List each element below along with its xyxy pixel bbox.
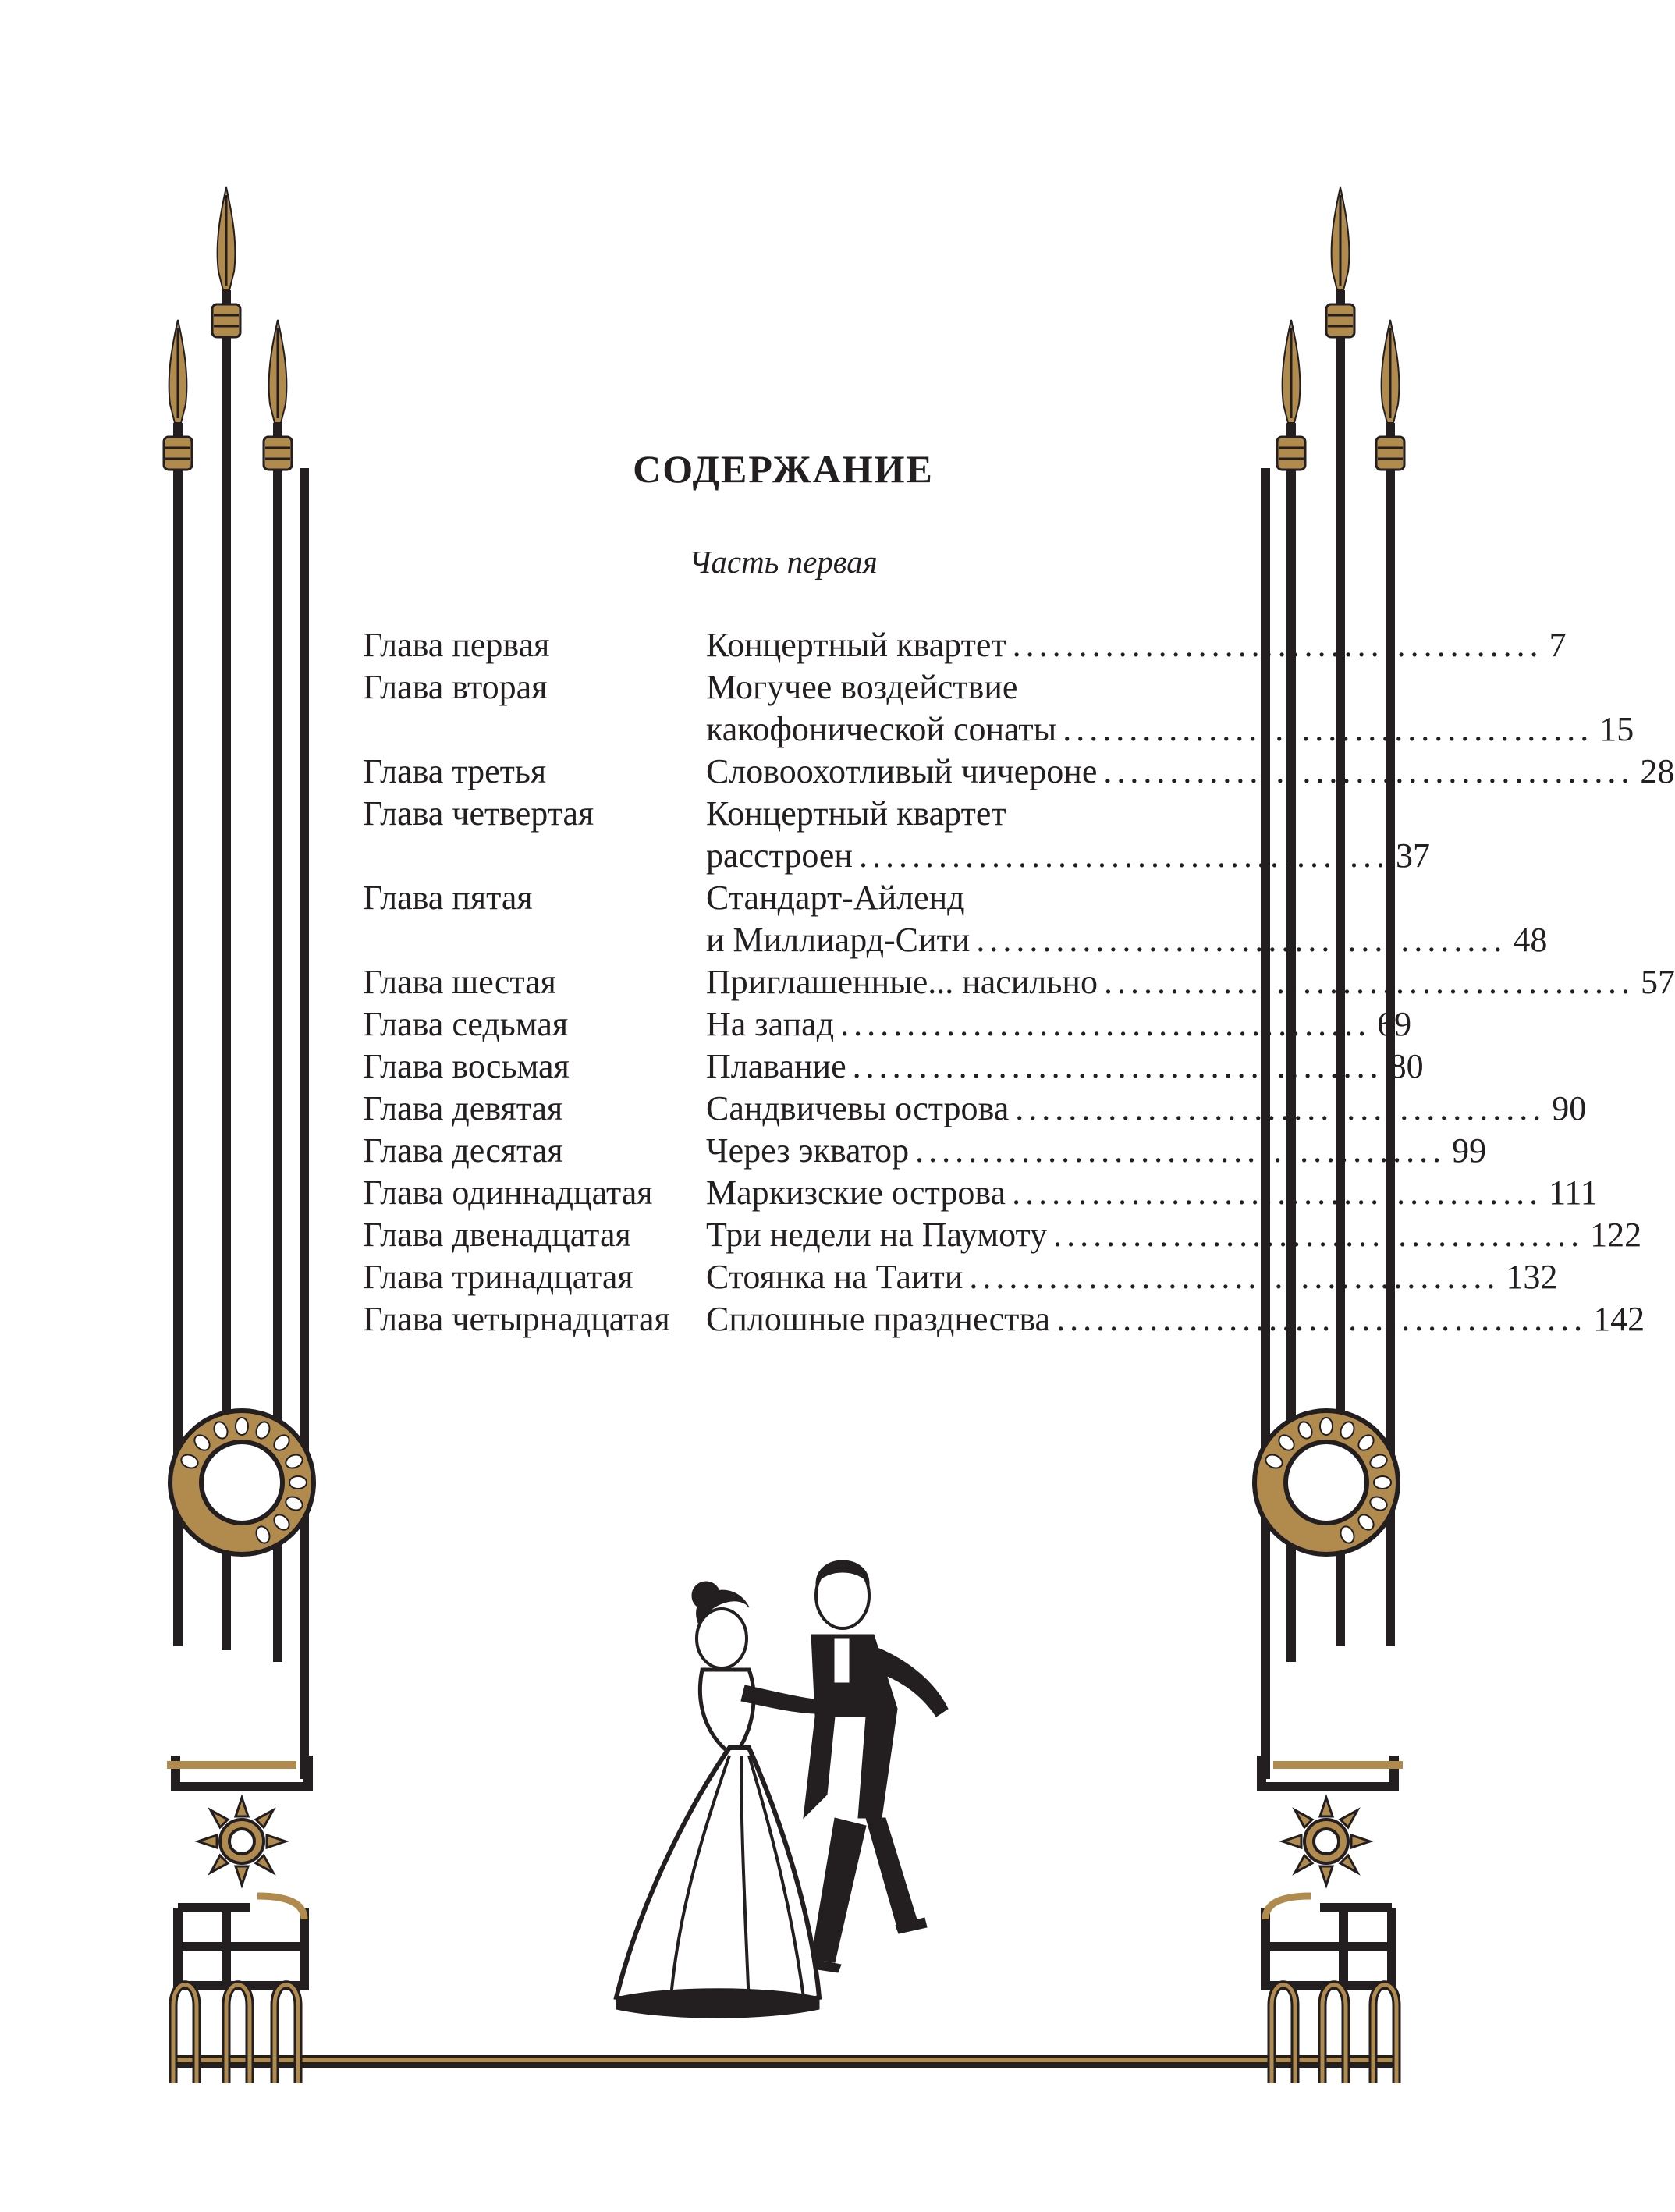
chapter-title-line: [706, 1298, 1645, 1340]
chapter-title-text: Концертный квартет: [706, 794, 1006, 833]
chapter-title-text: и Миллиард-Сити: [706, 921, 971, 959]
toc-entry: [363, 1130, 1487, 1172]
dot-leader: ........................................: [915, 1131, 1446, 1170]
chapter-label: Глава седьмая: [363, 1005, 569, 1043]
page-number: 80: [1389, 1047, 1424, 1085]
dot-leader: ........................................: [976, 921, 1507, 959]
dot-leader: ........................................: [1015, 1089, 1546, 1127]
chapter-title-line: [706, 666, 1205, 708]
chapter-title-line: [706, 624, 1567, 666]
dot-leader: ........................................: [1103, 752, 1634, 790]
page-number: 15: [1599, 710, 1634, 748]
chapter-label: Глава двенадцатая: [363, 1216, 631, 1254]
chapter-title: [706, 1088, 1587, 1130]
page-number: 57: [1640, 963, 1675, 1001]
chapter-title-line: [706, 1214, 1642, 1256]
dot-leader: ........................................: [1012, 626, 1543, 664]
dot-leader: ........................................: [1103, 963, 1634, 1001]
chapter-title: [706, 1172, 1598, 1214]
chapter-title-text: Стоянка на Таити: [706, 1258, 963, 1296]
chapter-title: [706, 1298, 1645, 1340]
page-number: 48: [1513, 921, 1548, 959]
chapter-title: [706, 1130, 1487, 1172]
chapter-title-line: [706, 1172, 1598, 1214]
toc-entry: [363, 1214, 1642, 1256]
chapter-label: Глава одиннадцатая: [363, 1173, 653, 1212]
chapter-title-line: [706, 961, 1675, 1003]
chapter-title: [706, 1256, 1558, 1298]
chapter-title-text: Концертный квартет: [706, 626, 1006, 664]
chapter-title-text: Сплошные празднества: [706, 1300, 1051, 1338]
chapter-title-line: [706, 1256, 1558, 1298]
chapter-title: [706, 961, 1675, 1003]
page-title: СОДЕРЖАНИЕ: [633, 447, 934, 491]
page-number: 37: [1395, 836, 1430, 875]
chapter-title-line: [706, 919, 1548, 961]
page-number: 99: [1452, 1131, 1487, 1170]
toc-entry: [363, 1003, 1412, 1046]
page-number: 90: [1552, 1089, 1587, 1127]
chapter-label: Глава десятая: [363, 1131, 563, 1170]
toc-entry: [363, 666, 1634, 751]
toc-entry: [363, 1256, 1558, 1298]
dot-leader: ........................................: [840, 1005, 1372, 1043]
chapter-title-line: [706, 877, 1205, 919]
chapter-label: Глава шестая: [363, 963, 556, 1001]
dancing-couple-illustration: [616, 1560, 948, 2018]
chapter-title-line: [706, 1003, 1412, 1046]
toc-entry: [363, 1046, 1424, 1088]
chapter-title-text: Через экватор: [706, 1131, 910, 1170]
chapter-title-text: На запад: [706, 1005, 835, 1043]
page-number: 28: [1640, 752, 1675, 790]
chapter-label: Глава пятая: [363, 879, 533, 917]
chapter-title: [706, 1046, 1424, 1088]
part-heading: Часть первая: [689, 544, 878, 580]
chapter-title-text: Три недели на Паумоту: [706, 1216, 1048, 1254]
chapter-title-line: [706, 835, 1430, 877]
chapter-title-line: [706, 708, 1634, 751]
page-number: 69: [1377, 1005, 1412, 1043]
dot-leader: ........................................: [1063, 710, 1594, 748]
table-of-contents: [363, 624, 1675, 1340]
chapter-title-line: [706, 1088, 1587, 1130]
dot-leader: ........................................: [852, 1047, 1383, 1085]
chapter-label: Глава четырнадцатая: [363, 1300, 670, 1338]
chapter-title-text: Сандвичевы острова: [706, 1089, 1010, 1127]
toc-entry: [363, 751, 1675, 793]
chapter-title: [706, 793, 1430, 877]
toc-entry: [363, 1088, 1587, 1130]
chapter-title-text: Маркизские острова: [706, 1173, 1006, 1212]
chapter-title-text: Плавание: [706, 1047, 846, 1085]
chapter-title-text: Стандарт-Айленд: [706, 879, 965, 917]
chapter-title-text: Приглашенные... насильно: [706, 963, 1098, 1001]
chapter-title-line: [706, 1046, 1424, 1088]
chapter-label: Глава третья: [363, 752, 547, 790]
dot-leader: ........................................: [1012, 1173, 1543, 1212]
toc-entry: [363, 961, 1675, 1003]
chapter-title: [706, 1003, 1412, 1046]
chapter-title: [706, 624, 1567, 666]
toc-entry: [363, 1298, 1645, 1340]
toc-entry: [363, 793, 1430, 877]
page-number: 142: [1593, 1300, 1645, 1338]
chapter-title: [706, 666, 1634, 751]
chapter-label: Глава восьмая: [363, 1047, 570, 1085]
chapter-label: Глава девятая: [363, 1089, 563, 1127]
page-number: 111: [1549, 1173, 1598, 1212]
chapter-title-text: Словоохотливый чичероне: [706, 752, 1098, 790]
page-number: 132: [1506, 1258, 1558, 1296]
chapter-title-text: Могучее воздействие: [706, 668, 1018, 706]
dot-leader: ........................................: [1056, 1300, 1588, 1338]
chapter-title: [706, 1214, 1642, 1256]
chapter-title: [706, 877, 1548, 961]
dot-leader: ........................................: [858, 836, 1389, 875]
chapter-title-line: [706, 751, 1675, 793]
chapter-title-line: [706, 793, 1205, 835]
chapter-label: Глава вторая: [363, 668, 548, 706]
page-number: 122: [1590, 1216, 1642, 1254]
chapter-title-text: расстроен: [706, 836, 853, 875]
page-number: 7: [1549, 626, 1567, 664]
dot-leader: ........................................: [969, 1258, 1500, 1296]
toc-entry: [363, 624, 1567, 666]
dot-leader: ........................................: [1053, 1216, 1585, 1254]
toc-entry: [363, 877, 1548, 961]
chapter-title-text: какофонической сонаты: [706, 710, 1057, 748]
chapter-title-line: [706, 1130, 1487, 1172]
toc-entry: [363, 1172, 1598, 1214]
chapter-title: [706, 751, 1675, 793]
chapter-label: Глава первая: [363, 626, 550, 664]
chapter-label: Глава тринадцатая: [363, 1258, 633, 1296]
chapter-label: Глава четвертая: [363, 794, 594, 833]
